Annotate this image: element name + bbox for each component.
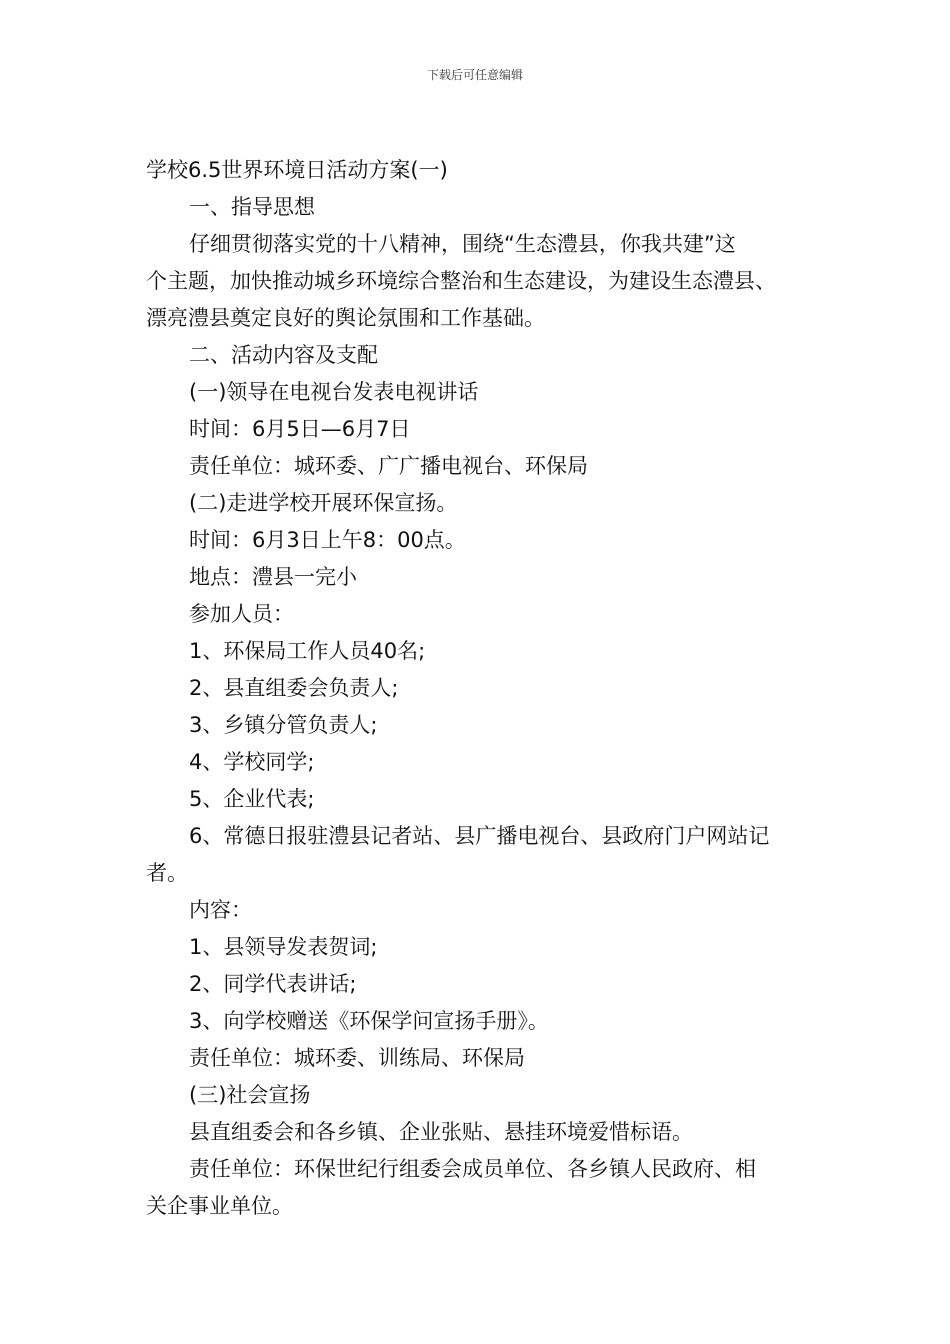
text-line: 责任单位：城环委、训练局、环保局 <box>189 1046 525 1070</box>
text-line: 二、活动内容及支配 <box>189 343 378 367</box>
text-line: (一)领导在电视台发表电视讲话 <box>189 380 479 404</box>
text-line: 1、县领导发表贺词; <box>189 935 378 959</box>
text-line: 2、县直组委会负责人; <box>189 676 399 700</box>
text-line: (三)社会宣扬 <box>189 1083 311 1107</box>
text-line: 漂亮澧县奠定良好的舆论氛围和工作基础。 <box>146 306 545 330</box>
text-line: 6、常德日报驻澧县记者站、县广播电视台、县政府门户网站记 <box>189 824 770 848</box>
text-line: 2、同学代表讲话; <box>189 972 357 996</box>
text-line: (二)走进学校开展环保宣扬。 <box>189 491 458 515</box>
text-line: 责任单位：城环委、广广播电视台、环保局 <box>189 454 588 478</box>
text-line: 者。 <box>146 861 188 885</box>
text-line: 3、乡镇分管负责人; <box>189 713 378 737</box>
text-line: 仔细贯彻落实党的十八精神，围绕“生态澧县，你我共建”这 <box>189 232 736 256</box>
page-header: 下载后可任意编辑 <box>426 68 523 82</box>
text-line: 关企事业单位。 <box>146 1194 293 1218</box>
text-line: 时间：6月3日上午8：00点。 <box>189 528 466 552</box>
text-line: 个主题，加快推动城乡环境综合整治和生态建设，为建设生态澧县、 <box>146 269 776 293</box>
text-line: 县直组委会和各乡镇、企业张贴、悬挂环境爱惜标语。 <box>189 1120 693 1144</box>
text-line: 地点：澧县一完小 <box>189 565 357 589</box>
text-line: 5、企业代表; <box>189 787 315 811</box>
text-line: 内容： <box>189 898 252 922</box>
text-line: 1、环保局工作人员40名; <box>189 639 426 663</box>
document-body <box>146 152 846 1225</box>
text-line: 参加人员： <box>189 602 294 626</box>
text-line: 3、向学校赠送《环保学问宣扬手册》。 <box>189 1009 549 1033</box>
text-line: 时间：6月5日—6月7日 <box>189 417 411 441</box>
text-line: 4、学校同学; <box>189 750 315 774</box>
document-title: 学校6.5世界环境日活动方案(一) <box>146 158 448 182</box>
text-line: 责任单位：环保世纪行组委会成员单位、各乡镇人民政府、相 <box>189 1157 756 1181</box>
text-line: 一、指导思想 <box>189 195 315 219</box>
